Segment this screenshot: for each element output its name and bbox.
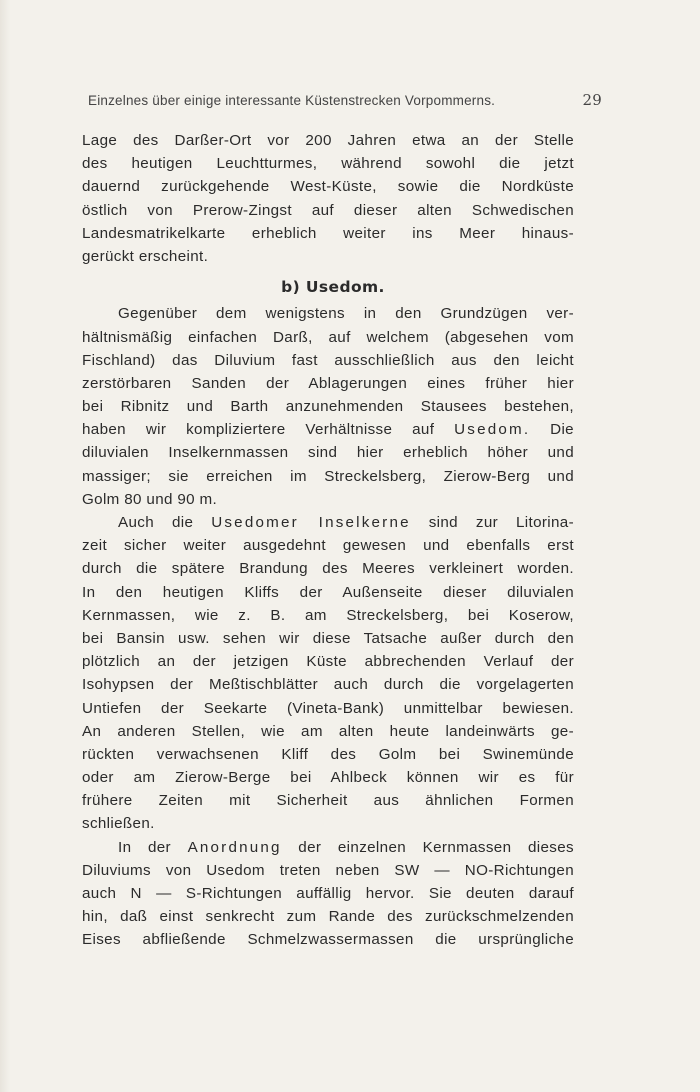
- text-line: frühere Zeiten mit Sicherheit aus ähnlichen Formen: [82, 792, 574, 810]
- text-line: zeit sicher weiter ausgedehnt gewesen und ebenfalls erst: [82, 537, 574, 555]
- text-line: Eises abfließende Schmelzwassermassen die ursprüngliche: [82, 931, 574, 949]
- text-line: Landesmatrikelkarte erheblich weiter ins Meer hinaus-: [82, 224, 574, 242]
- text-line: rückten verwachsenen Kliff des Golm bei Swinemünde: [82, 745, 574, 763]
- text-line: In den heutigen Kliffs der Außenseite dieser diluvialen: [82, 583, 574, 601]
- text-line: Gegenüber dem wenigstens in den Grundzügen ver-: [118, 305, 574, 323]
- paragraph-1: [82, 129, 574, 268]
- body-text: [82, 129, 574, 952]
- text-line: hältnismäßig einfachen Darß, auf welchem (abgesehen vom: [82, 328, 574, 346]
- text-line: Diluviums von Usedom treten neben SW — NO-Richtungen: [82, 861, 574, 879]
- page-number: 29: [582, 91, 602, 109]
- text-line: bei Bansin usw. sehen wir diese Tatsache außer durch den: [82, 629, 574, 647]
- text-line-mixed: [82, 418, 574, 441]
- text-line: Untiefen der Seekarte (Vineta-Bank) unmittelbar bewiesen.: [82, 699, 574, 717]
- text-line: durch die spätere Brandung des Meeres verkleinert worden.: [82, 560, 574, 578]
- text-line: oder am Zierow-Berge bei Ahlbeck können wir es für: [82, 769, 574, 787]
- running-head: [88, 93, 602, 113]
- text-line-mixed: [82, 511, 574, 534]
- text-line: östlich von Prerow-Zingst auf dieser alten Schwedischen: [82, 201, 574, 219]
- text-line: Fischland) das Diluvium fast ausschließlich aus den leicht: [82, 351, 574, 369]
- text-line: Lage des Darßer-Ort vor 200 Jahren etwa an der Stelle: [82, 132, 574, 149]
- text-line: Isohypsen der Meßtischblätter auch durch die vorgelagerten: [82, 676, 574, 694]
- page-edge-shadow: [0, 0, 10, 1092]
- text-line: dauernd zurückgehende West-Küste, sowie die Nordküste: [82, 178, 574, 196]
- running-title: Einzelnes über einige interessante Küstenstrecken Vorpommerns.: [88, 93, 496, 108]
- text-run: Auch die: [118, 514, 212, 531]
- text-run: der einzelnen Kernmassen dieses: [281, 838, 574, 856]
- text-line: Kernmassen, wie z. B. am Streckelsberg, bei Koserow,: [82, 606, 574, 624]
- text-run: Die: [530, 421, 574, 439]
- text-line: des heutigen Leuchtturmes, während sowohl die jetzt: [82, 155, 574, 173]
- text-line: auch N — S-Richtungen auffällig hervor. Sie deuten darauf: [82, 885, 574, 902]
- paragraph-2: [82, 302, 574, 511]
- text-line: zerstörbaren Sanden der Ablagerungen eines früher hier: [82, 374, 574, 392]
- text-line: hin, daß einst senkrecht zum Rande des zurückschmelzenden: [82, 908, 574, 926]
- paragraph-4: [82, 836, 574, 952]
- text-line: schließen.: [82, 815, 155, 833]
- text-run: haben wir kompliziertere Verhältnisse auf: [82, 421, 455, 439]
- paragraph-3: [82, 511, 574, 836]
- text-line: gerückt erscheint.: [82, 247, 209, 265]
- text-line: plötzlich an der jetzigen Küste abbrechenden Verlauf der: [82, 653, 574, 671]
- text-line: bei Ribnitz und Barth anzunehmenden Stausees bestehen,: [82, 398, 574, 416]
- text-run: In der: [118, 838, 188, 856]
- emphasized-place-name: Usedom.: [454, 421, 531, 439]
- text-line: An anderen Stellen, wie am alten heute landeinwärts ge-: [82, 722, 574, 740]
- text-line-mixed: [82, 836, 574, 859]
- text-line: massiger; sie erreichen im Streckelsberg, Zierow-Berg und: [82, 467, 574, 485]
- text-run: sind zur Litorina-: [410, 514, 574, 531]
- emphasized-term: Usedomer Inselkerne: [211, 514, 411, 531]
- emphasized-term: Anordnung: [187, 838, 282, 856]
- text-line: Golm 80 und 90 m.: [82, 490, 218, 508]
- section-heading: b) Usedom.: [281, 278, 385, 297]
- text-line: diluvialen Inselkernmassen sind hier erheblich höher und: [82, 444, 574, 462]
